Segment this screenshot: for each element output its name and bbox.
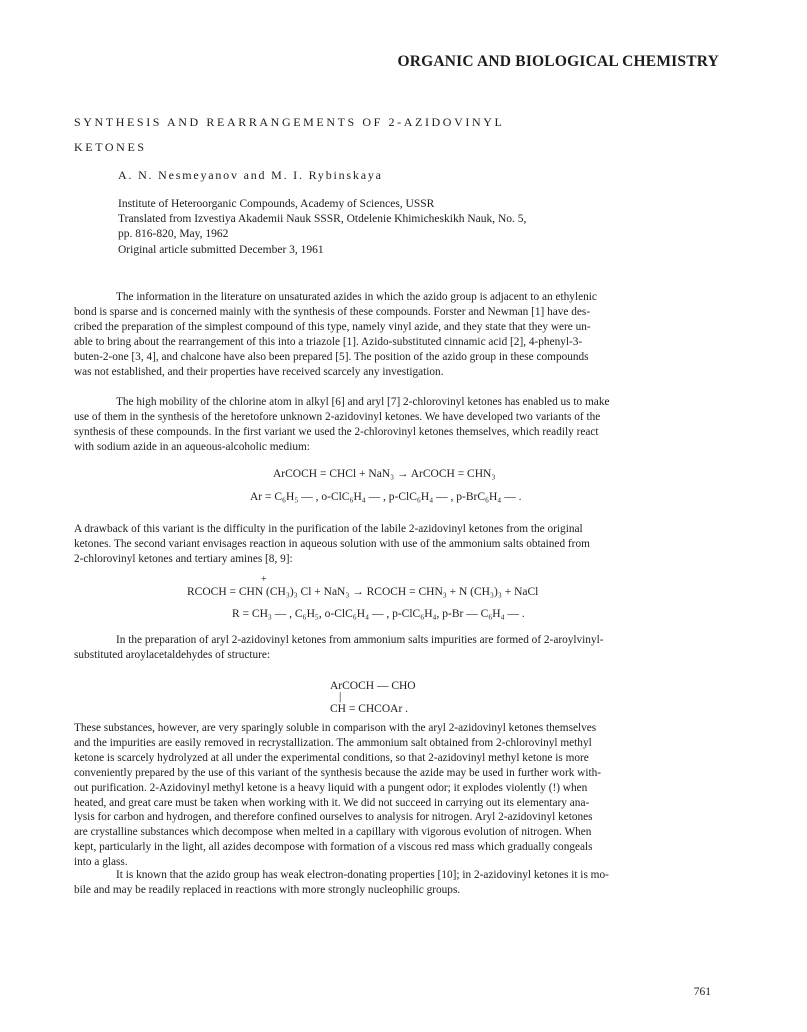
article-title-line: KETONES bbox=[74, 140, 147, 154]
text-line: lysis for carbon and hydrogen, and therefore confined ourselves to analysis for nitrogen. Aryl 2-azidovinyl ketones bbox=[74, 811, 593, 824]
charge-sign: + bbox=[261, 574, 267, 585]
text-line: synthesis of these compounds. In the first variant we used the 2-chlorovinyl ketones themselves, which readily react bbox=[74, 425, 599, 438]
text-line: ketone is scarcely hydrolyzed at all under the experimental conditions, so that 2-azidovinyl methyl ketone is more bbox=[74, 751, 589, 764]
structure-formula: CH = CHCOAr . bbox=[330, 703, 409, 715]
substituent-list: Ar = C₆H₅ — , o-ClC₆H₄ — , p-ClC₆H₄ — , p-BrC₆H₄ — . bbox=[250, 491, 522, 503]
paragraph bbox=[74, 395, 734, 455]
section-header: ORGANIC AND BIOLOGICAL CHEMISTRY bbox=[397, 53, 719, 70]
text-line: into a glass. bbox=[74, 856, 128, 869]
paragraph bbox=[74, 290, 734, 379]
text-line: It is known that the azido group has weak electron-donating properties [10]; in 2-azidovinyl ketones it is mo- bbox=[116, 869, 609, 881]
text-line: bile and may be readily replaced in reactions with more strongly nucleophilic groups. bbox=[74, 883, 461, 896]
text-line: The high mobility of the chlorine atom in alkyl [6] and aryl [7] 2-chlorovinyl ketones has enabled us to make bbox=[116, 396, 610, 408]
article-title-line: SYNTHESIS AND REARRANGEMENTS OF 2-AZIDOVINYL bbox=[74, 115, 505, 129]
affiliation: Institute of Heteroorganic Compounds, Academy of Sciences, USSR bbox=[118, 198, 435, 210]
reaction-equation: ArCOCH = CHCl + NaN₃ → ArCOCH = CHN₃ bbox=[273, 468, 496, 480]
page-range: pp. 816-820, May, 1962 bbox=[118, 228, 229, 241]
article-meta bbox=[118, 197, 526, 258]
text-line: kept, particularly in the light, all azides decompose with formation of a viscous red mass which gradually congeals bbox=[74, 841, 593, 854]
text-line: In the preparation of aryl 2-azidovinyl ketones from ammonium salts impurities are formed of 2-aroylvinyl- bbox=[116, 634, 604, 646]
text-line: substituted aroylacetaldehydes of structure: bbox=[74, 648, 271, 661]
text-line: heated, and great care must be taken when working with it. We did not succeed in carrying out its elementary ana- bbox=[74, 796, 590, 809]
structure-formula: ArCOCH — CHO bbox=[330, 680, 416, 692]
text-line: bond is sparse and is concerned mainly with the synthesis of these compounds. Forster and Newman [1] have des- bbox=[74, 305, 591, 318]
text-line: and the impurities are easily removed in recrystallization. The ammonium salt obtained from 2-chlorovinyl methyl bbox=[74, 736, 592, 749]
text-line: 2-chlorovinyl ketones and tertiary amines [8, 9]: bbox=[74, 552, 293, 565]
translation-source: Translated from Izvestiya Akademii Nauk SSSR, Otdelenie Khimicheskikh Nauk, No. 5, bbox=[118, 213, 527, 226]
submission-date: Original article submitted December 3, 1961 bbox=[118, 243, 324, 256]
article-title bbox=[74, 110, 724, 160]
text-line: cribed the preparation of the simplest compound of this type, namely vinyl azide, and they state that they were un- bbox=[74, 320, 591, 333]
text-line: The information in the literature on unsaturated azides in which the azido group is adjacent to an ethylenic bbox=[116, 291, 597, 303]
paragraph bbox=[74, 633, 734, 663]
paragraph bbox=[74, 868, 734, 898]
text-line: ketones. The second variant envisages reaction in aqueous solution with use of the ammonium salts obtained from bbox=[74, 537, 590, 550]
substituent-list: R = CH₃ — , C₆H₅, o-ClC₆H₄ — , p-ClC₆H₄, p-Br — C₆H₄ — . bbox=[232, 608, 525, 620]
text-line: buten-2-one [3, 4], and chalcone have also been prepared [5]. The position of the azido group in these compounds bbox=[74, 350, 589, 363]
text-line: able to bring about the rearrangement of this into a triazole [1]. Azido-substituted cinnamic acid [2], 4-phenyl-3- bbox=[74, 335, 583, 348]
page-number: 761 bbox=[693, 986, 711, 998]
paragraph bbox=[74, 522, 734, 567]
paragraph bbox=[74, 721, 734, 870]
text-line: with sodium azide in an aqueous-alcoholic medium: bbox=[74, 440, 310, 453]
text-line: out purification. 2-Azidovinyl methyl ketone is a heavy liquid with a pungent odor; it explodes violently (!) when bbox=[74, 781, 588, 794]
structure-bond: | bbox=[339, 691, 342, 703]
reaction-equation: RCOCH = CHN (CH₃)₃ Cl + NaN₃ → RCOCH = CHN₃ + N (CH₃)₃ + NaCl bbox=[187, 586, 539, 598]
text-line: was not established, and their properties have received scarcely any investigation. bbox=[74, 365, 444, 378]
article-authors: A. N. Nesmeyanov and M. I. Rybinskaya bbox=[118, 168, 383, 182]
text-line: These substances, however, are very sparingly soluble in comparison with the aryl 2-azidovinyl ketones themselves bbox=[74, 722, 597, 734]
text-line: conveniently prepared by the use of this variant of the synthesis because the azide may be used in further work with- bbox=[74, 766, 602, 779]
text-line: are crystalline substances which decompose when melted in a capillary with vigorous evolution of nitrogen. When bbox=[74, 826, 592, 839]
text-line: A drawback of this variant is the difficulty in the purification of the labile 2-azidovinyl ketones from the original bbox=[74, 523, 583, 535]
text-line: use of them in the synthesis of the heretofore unknown 2-azidovinyl ketones. We have developed two variants of the bbox=[74, 410, 601, 423]
